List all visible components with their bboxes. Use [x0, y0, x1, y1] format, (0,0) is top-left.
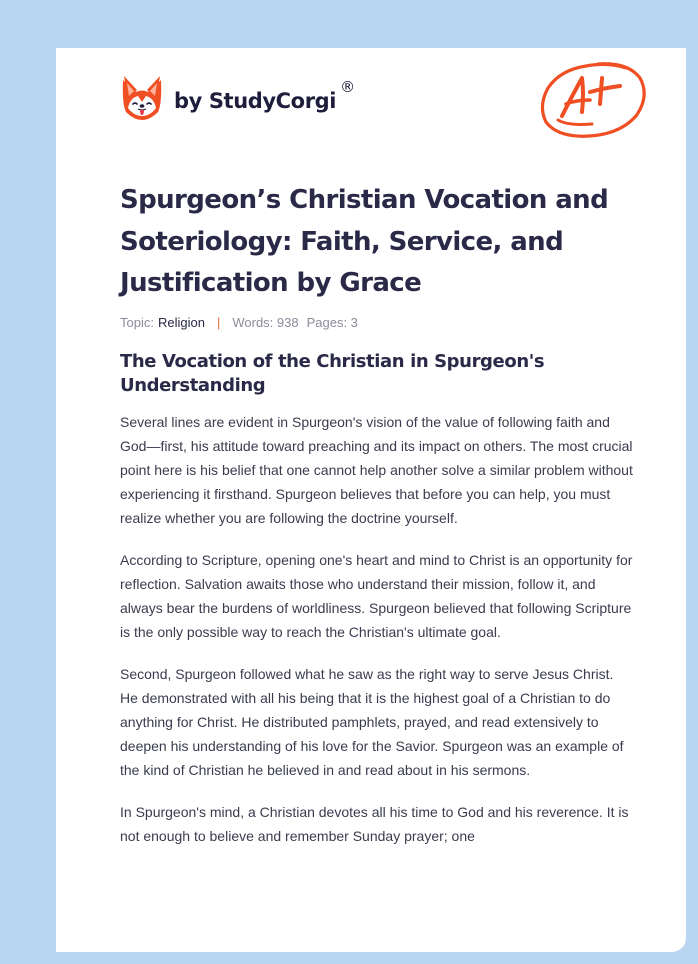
a-plus-grade-icon [538, 60, 648, 140]
page-title: Spurgeon’s Christian Vocation and Soteriology: Faith, Service, and Justification by Grace [120, 185, 609, 298]
corgi-logo-icon [120, 74, 164, 120]
word-count: Words: 938 [232, 315, 299, 330]
page-count: Pages: 3 [306, 315, 358, 330]
brand-name: by StudyCorgi [174, 89, 337, 113]
document-card [56, 48, 686, 952]
paragraph: Second, Spurgeon followed what he saw as the right way to serve Jesus Christ. He demonstrated with all his being that it is the highest goal of a Christian to do anything for Christ. He distributed pamphlets, prayed, and read extensively to deepen his understanding of his love for the Savior. Spurgeon was an example of the kind of Christian he believed in and read about in his sermons. [120, 665, 624, 778]
topic-link[interactable]: Religion [157, 315, 205, 330]
paragraph: In Spurgeon's mind, a Christian devotes all his time to God and his reverence. It is not enough to believe and remember Sunday prayer; one [120, 803, 629, 844]
meta-separator: | [216, 315, 221, 330]
article-meta [120, 313, 634, 333]
paragraph: Several lines are evident in Spurgeon's vision of the value of following faith and God—first, his attitude toward preaching and its impact on others. The most crucial point here is his belief that one cannot help another solve a similar problem without experiencing it firsthand. Spurgeon believes that before you can help, you must realize whether you are following the doctrine yourself. [120, 413, 633, 526]
header [56, 48, 686, 158]
studycorgi-logo[interactable] [120, 74, 355, 120]
article [120, 180, 634, 848]
paragraph: According to Scripture, opening one's heart and mind to Christ is an opportunity for reflection. Salvation awaits those who understand their mission, follow it, and always bear the burdens of worldliness. Spurgeon believed that following Scripture is the only possible way to reach the Christian's ultimate goal. [120, 551, 633, 640]
section-heading: The Vocation of the Christian in Spurgeon's Understanding [120, 350, 545, 396]
registered-mark: ® [340, 78, 356, 96]
topic-label: Topic: [120, 315, 154, 330]
